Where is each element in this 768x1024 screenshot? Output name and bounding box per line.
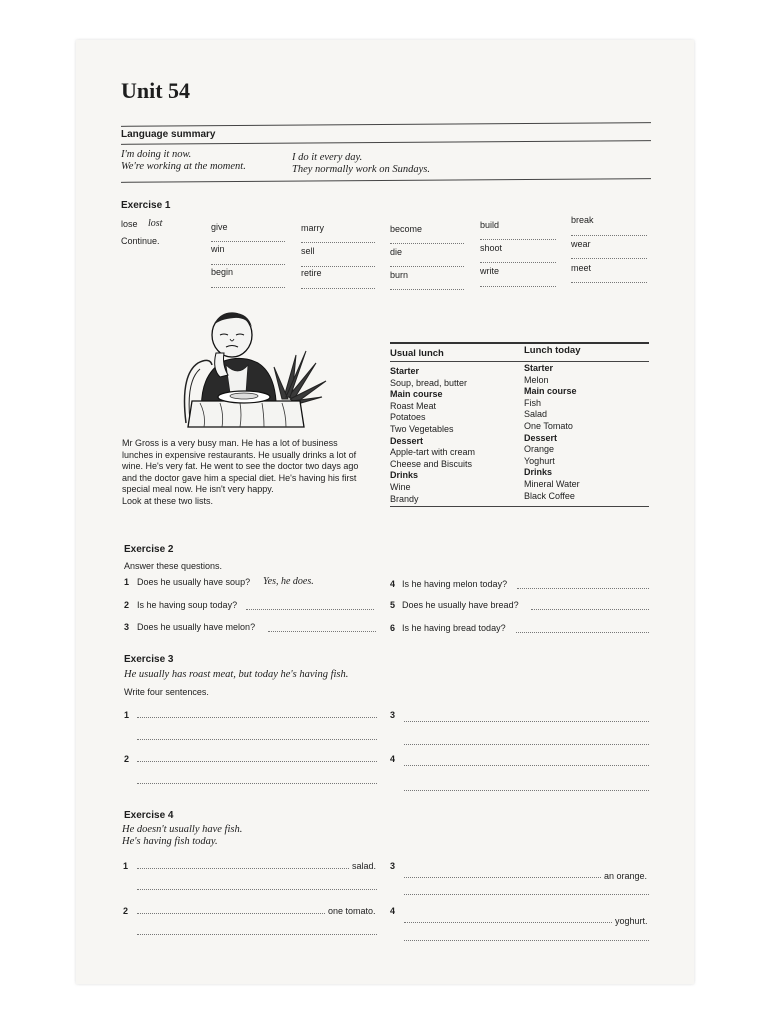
answer-blank[interactable] xyxy=(137,889,377,890)
verb: marry xyxy=(301,223,324,233)
instruction: Continue. xyxy=(121,236,160,246)
question-number: 6 xyxy=(390,623,396,633)
sentence-number: 4 xyxy=(390,754,396,764)
verb: wear xyxy=(571,239,591,249)
verb: win xyxy=(211,244,225,254)
story-line: Mr Gross is a very busy man. He has a lot of business xyxy=(122,438,338,448)
menu-item: Cheese and Biscuits xyxy=(390,458,473,469)
menu-heading: Starter xyxy=(390,366,420,376)
menu-heading: Drinks xyxy=(524,467,553,478)
verb: build xyxy=(480,220,500,230)
menu-item: Roast Meat xyxy=(390,400,437,411)
exercise4-example xyxy=(122,824,242,848)
mr-gross-illustration xyxy=(176,305,336,435)
menu-item: Potatoes xyxy=(390,412,426,423)
question-number: 3 xyxy=(124,622,130,632)
answer-blank[interactable] xyxy=(301,242,375,243)
summary-left xyxy=(121,149,246,173)
example-word: lose xyxy=(121,219,138,229)
verb: shoot xyxy=(480,243,503,253)
question-number: 1 xyxy=(124,577,130,587)
story-line: Look at these two lists. xyxy=(122,495,214,506)
exercise2-instruction: Answer these questions. xyxy=(124,561,223,571)
item-number: 3 xyxy=(390,861,396,871)
story-line: lunches in expensive restaurants. He usually drinks a lot of xyxy=(122,449,357,460)
menu-header-rule xyxy=(390,361,649,362)
exercise3-instruction: Write four sentences. xyxy=(124,687,209,697)
summary-line: They normally work on Sundays. xyxy=(292,164,430,175)
menu-item: Brandy xyxy=(390,493,419,504)
summary-line: I'm doing it now. xyxy=(121,149,192,160)
verb: become xyxy=(390,224,423,234)
menu-item: Soup, bread, butter xyxy=(390,377,468,388)
menu-heading: Drinks xyxy=(390,470,419,481)
question-text: Is he having melon today? xyxy=(402,579,508,589)
answer-blank[interactable] xyxy=(571,282,647,283)
answer-blank[interactable] xyxy=(137,934,377,935)
menu-heading: Starter xyxy=(524,363,554,373)
summary-line: We're working at the moment. xyxy=(121,161,246,172)
answer-blank[interactable] xyxy=(137,717,377,718)
answer-blank[interactable] xyxy=(404,940,649,941)
exercise3-heading: Exercise 3 xyxy=(124,654,174,665)
answer-blank[interactable] xyxy=(246,609,374,610)
sentence-number: 2 xyxy=(124,754,130,764)
answer-blank[interactable] xyxy=(531,609,649,610)
item-ending: yoghurt. xyxy=(615,916,648,926)
answer-blank[interactable] xyxy=(137,913,325,914)
menu-heading: Main course xyxy=(390,389,443,400)
lunch-today-heading: Lunch today xyxy=(524,345,581,356)
story-line: wine. He's very fat. He went to see the doctor two days ago xyxy=(122,461,359,472)
question-text: Does he usually have soup? xyxy=(137,577,251,587)
exercise3-example: He usually has roast meat, but today he's having fish. xyxy=(124,669,349,680)
story-line: special meal now. He isn't very happy. xyxy=(122,484,274,495)
answer-blank[interactable] xyxy=(211,241,285,242)
answer-blank[interactable] xyxy=(390,289,464,290)
verb: die xyxy=(390,247,403,257)
menu-item: Melon xyxy=(524,374,549,385)
answer-blank[interactable] xyxy=(211,287,285,288)
item-ending: an orange. xyxy=(604,871,648,881)
item-ending: one tomato. xyxy=(328,906,376,916)
answer-blank[interactable] xyxy=(404,744,649,745)
lunch-today-list xyxy=(524,363,580,502)
answer-blank[interactable] xyxy=(404,765,649,766)
verb: begin xyxy=(211,267,234,277)
verb: meet xyxy=(571,263,592,273)
question-number: 4 xyxy=(390,579,396,589)
language-summary-heading: Language summary xyxy=(121,129,216,140)
answer-blank[interactable] xyxy=(571,235,647,236)
usual-lunch-heading: Usual lunch xyxy=(390,348,444,359)
unit-title: Unit 54 xyxy=(121,78,191,103)
question-text: Is he having bread today? xyxy=(402,623,506,633)
answer-blank[interactable] xyxy=(211,264,285,265)
summary-right xyxy=(292,152,430,176)
answer-blank[interactable] xyxy=(137,739,377,740)
menu-item: Wine xyxy=(390,481,411,492)
answer-blank[interactable] xyxy=(480,262,556,263)
exercise1-heading: Exercise 1 xyxy=(121,200,171,211)
sentence-number: 3 xyxy=(390,710,396,720)
verb: give xyxy=(211,222,228,232)
menu-item: Black Coffee xyxy=(524,490,575,501)
usual-lunch-list xyxy=(390,366,475,505)
answer-blank[interactable] xyxy=(404,721,649,722)
answer-blank[interactable] xyxy=(516,632,649,633)
example-line: He doesn't usually have fish. xyxy=(122,824,243,835)
verb: retire xyxy=(301,268,322,278)
answer-blank[interactable] xyxy=(571,258,647,259)
item-number: 4 xyxy=(390,906,396,916)
menu-item: One Tomato xyxy=(524,420,573,431)
question-number: 5 xyxy=(390,600,396,610)
verb: burn xyxy=(390,270,409,280)
menu-heading: Main course xyxy=(524,386,577,397)
question-text: Does he usually have bread? xyxy=(402,600,519,610)
menu-heading: Dessert xyxy=(524,432,558,443)
answer-blank[interactable] xyxy=(404,877,601,878)
answer-blank[interactable] xyxy=(137,783,377,784)
verb: write xyxy=(480,266,500,276)
menu-item: Apple-tart with cream xyxy=(390,447,476,458)
menu-bottom-rule xyxy=(390,506,649,507)
question-number: 2 xyxy=(124,600,130,610)
answer-blank[interactable] xyxy=(404,894,649,895)
example-answer: Yes, he does. xyxy=(263,576,314,587)
menu-item: Mineral Water xyxy=(524,478,580,489)
example-answer: lost xyxy=(148,218,163,229)
answer-blank[interactable] xyxy=(480,239,556,240)
answer-blank[interactable] xyxy=(390,243,464,244)
item-number: 2 xyxy=(123,906,129,916)
answer-blank[interactable] xyxy=(268,631,376,632)
menu-item: Yoghurt xyxy=(524,455,555,466)
exercise2-heading: Exercise 2 xyxy=(124,544,174,555)
verb: break xyxy=(571,215,594,225)
menu-item: Orange xyxy=(524,444,555,455)
sentence-number: 1 xyxy=(124,710,130,720)
answer-blank[interactable] xyxy=(517,588,649,589)
item-number: 1 xyxy=(123,861,129,871)
story-line: and the doctor gave him a special diet. He's having his first xyxy=(122,472,357,483)
menu-top-rule xyxy=(390,342,649,344)
story-text xyxy=(122,438,358,508)
answer-blank[interactable] xyxy=(301,288,375,289)
answer-blank[interactable] xyxy=(404,790,649,791)
answer-blank[interactable] xyxy=(480,286,556,287)
menu-item: Fish xyxy=(524,397,542,408)
item-ending: salad. xyxy=(352,861,377,871)
menu-heading: Dessert xyxy=(390,435,424,446)
answer-blank[interactable] xyxy=(137,761,377,762)
answer-blank[interactable] xyxy=(404,922,612,923)
exercise4-heading: Exercise 4 xyxy=(124,810,174,821)
summary-line: I do it every day. xyxy=(292,152,363,163)
verb: sell xyxy=(301,246,315,256)
answer-blank[interactable] xyxy=(390,266,464,267)
answer-blank[interactable] xyxy=(137,868,349,869)
menu-item: Salad xyxy=(524,409,548,420)
question-text: Is he having soup today? xyxy=(137,600,238,610)
menu-item: Two Vegetables xyxy=(390,423,454,434)
example-line: He's having fish today. xyxy=(122,836,218,847)
answer-blank[interactable] xyxy=(301,266,375,267)
question-text: Does he usually have melon? xyxy=(137,622,256,632)
